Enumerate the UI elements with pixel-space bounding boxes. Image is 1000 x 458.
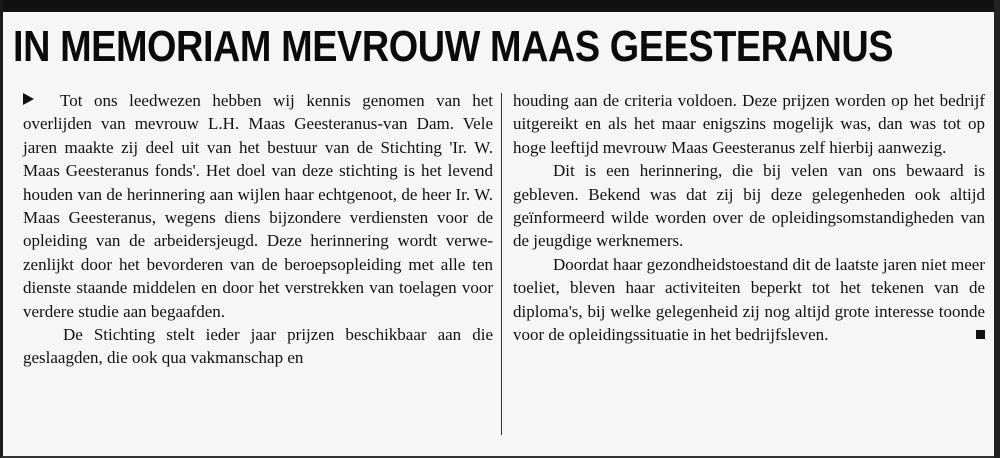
column-divider [501, 93, 502, 435]
triangle-bullet-icon [23, 93, 34, 105]
right-paragraph-1: houding aan de criteria voldoen. Deze prijzen worden op het bedrijf uitgereikt en als het maar enigszins mogelijk was, dan was tot op hoge leeftijd mevrouw Maas Geesteranus zelf hierbij aanwezig. [513, 91, 985, 157]
left-paragraph-1-text: Tot ons leedwezen hebben wij kennis genomen van het overlijden van mevrouw L.H. Maas Geesteranus-van Dam. Vele jaren maakte zij deel uit van het bestuur van de Stichting 'Ir. W. Maas Geesteranus fonds'. Het doel van deze stichting is het levend houden van de herinnering aan wijlen haar echtgenoot, de heer Ir. W. Maas Geesteranus, wegens diens bijzondere verdiensten voor de opleiding van de arbeidersjeugd. Deze herinnering wordt verwezenlijkt door het bevorderen van de beroepsopleiding met alle ten dienste staande middelen en door het verstrekken van toelagen voor verdere studie aan begaafden. [23, 91, 493, 321]
left-paragraph-2: De Stichting stelt ieder jaar prijzen beschikbaar aan die geslaagden, die ook qua vakmanschap en [23, 325, 493, 368]
right-edge-bar [994, 0, 1000, 458]
right-paragraph-3 [513, 253, 985, 347]
left-column [23, 89, 493, 370]
end-square-icon [976, 330, 985, 339]
right-column [513, 89, 985, 346]
article-headline: IN MEMORIAM MEVROUW MAAS GEESTERANUS [13, 22, 894, 71]
right-paragraph-3-text: Doordat haar gezondheidstoestand dit de laatste jaren niet meer toeliet, bleven haar activiteiten beperkt tot het tekenen van de diploma's, bij welke gelegenheid zij nog altijd grote interesse toonde voor de opleidingssituatie in het bedrijfsleven. [513, 254, 985, 345]
left-paragraph-1 [23, 89, 493, 323]
right-paragraph-2: Dit is een herinnering, die bij velen van ons bewaard is gebleven. Bekend was dat zij bij deze gelegenheden ook altijd geïnformeerd wilde worden over de opleidingsomstandigheden van de jeugdige werknemers. [513, 161, 985, 251]
top-edge-bar [3, 0, 1000, 12]
